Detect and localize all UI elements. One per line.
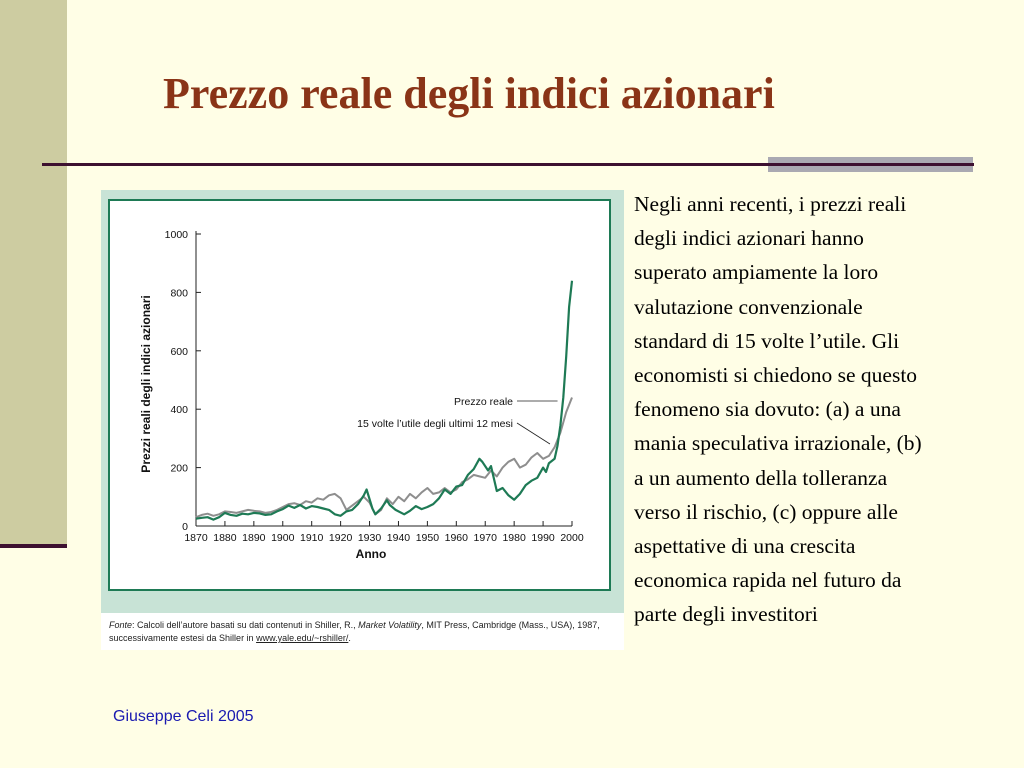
- x-tick-label: 1940: [386, 532, 411, 544]
- slide-title: Prezzo reale degli indici azionari: [163, 69, 775, 118]
- left-decor-rule: [0, 544, 67, 548]
- series-line-prezzo-reale: [196, 281, 572, 520]
- x-axis-title: Anno: [355, 547, 387, 561]
- source-book: Market Volatility: [358, 620, 422, 630]
- chart-series: [196, 281, 572, 520]
- left-decor-band: [0, 0, 67, 545]
- x-tick-label: 1990: [531, 532, 555, 544]
- source-text-b: , MIT Press, Cambridge (Mass., USA), 1987,: [421, 620, 600, 630]
- figure-source-note: [101, 613, 624, 650]
- y-tick-label: 200: [170, 462, 188, 475]
- y-tick-label: 400: [170, 404, 188, 417]
- series-label-prezzo-reale: Prezzo reale: [454, 396, 513, 408]
- source-text-c: successivamente estesi da Shiller in: [109, 633, 257, 643]
- source-text-d: .: [348, 633, 351, 643]
- x-tick-label: 1870: [184, 532, 208, 544]
- y-tick-label: 800: [170, 287, 188, 300]
- y-tick-label: 600: [170, 345, 188, 358]
- title-underline-accent-bottom: [768, 166, 973, 172]
- y-tick-label: 0: [182, 521, 188, 533]
- stock-price-chart: [101, 190, 624, 613]
- x-tick-label: 1950: [415, 532, 440, 544]
- slide-body-text: Negli anni recenti, i prezzi reali degli indici azionari hanno superato ampiamente la loro valutazione convenzionale standard di 15 volte l’utile. Gli economisti si chiedono se questo fenomeno sia dovuto: (a) a una mania speculativa irrazionale, (b) a un aumento della tolleranza verso il rischio, (c) oppure alle aspettative di una crescita economica rapida nel futuro da parte degli investitori: [634, 192, 922, 627]
- x-tick-label: 1970: [473, 532, 497, 544]
- y-tick-label: 1000: [164, 229, 188, 241]
- slide-footer: Giuseppe Celi 2005: [113, 708, 254, 725]
- x-tick-label: 1960: [444, 532, 468, 544]
- source-label: Fonte: [109, 620, 133, 630]
- x-tick-label: 1900: [271, 532, 295, 544]
- x-tick-label: 1930: [357, 532, 382, 544]
- x-tick-label: 1890: [242, 532, 266, 544]
- x-tick-label: 1980: [502, 532, 526, 544]
- chart-axes: [196, 231, 572, 526]
- source-url-link[interactable]: www.yale.edu/~rshiller/: [256, 633, 349, 643]
- x-tick-label: 1910: [300, 532, 324, 544]
- chart-labels: [139, 295, 558, 561]
- leader-line-15x-utile: [517, 423, 550, 444]
- x-tick-label: 1920: [328, 532, 353, 544]
- chart-ticks: [165, 229, 584, 544]
- source-text-a: : Calcoli dell’autore basati su dati contenuti in Shiller, R.,: [132, 620, 359, 630]
- y-axis-title: Prezzi reali degli indici azionari: [139, 295, 153, 473]
- title-underline-accent-top: [768, 157, 973, 163]
- x-tick-label: 2000: [560, 532, 584, 544]
- series-label-15x-utile: 15 volte l’utile degli ultimi 12 mesi: [357, 418, 513, 430]
- x-tick-label: 1880: [213, 532, 237, 544]
